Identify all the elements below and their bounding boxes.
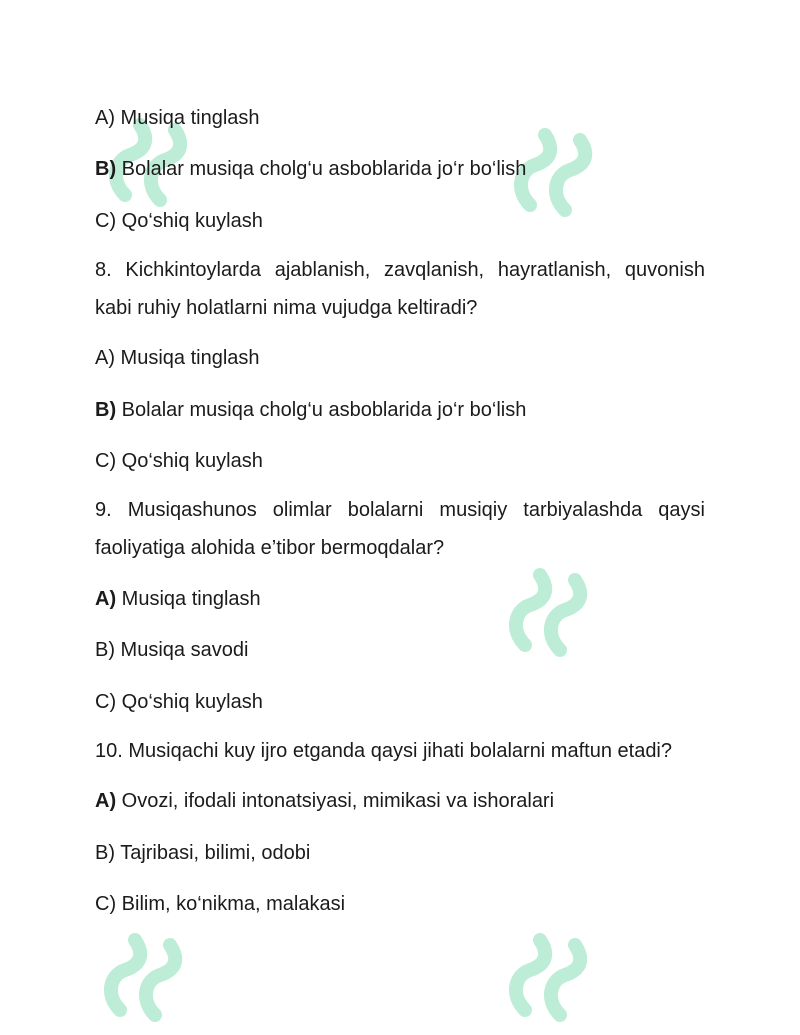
soff-logo-icon <box>100 915 190 1025</box>
question-text: 8. Kichkintoylarda ajablanish, zavqlanish, hayratlanish, quvonish kabi ruhiy holatlarni nima vujudga keltiradi? <box>95 258 705 319</box>
option-letter: A) <box>95 347 115 370</box>
question-text: 10. Musiqachi kuy ijro etganda qaysi jihati bolalarni maftun etadi? <box>95 739 673 762</box>
answer-option <box>95 384 705 436</box>
option-text: Qo‘shiq kuylash <box>116 690 263 713</box>
question-text: 9. Musiqashunos olimlar bolalarni musiqiy tarbiyalashda qaysi faoliyatiga alohida e’tibor bermoqdalar? <box>95 499 705 559</box>
answer-option <box>95 879 705 931</box>
answer-option <box>95 333 705 385</box>
option-letter: B) <box>95 841 115 864</box>
option-text: Ovozi, ifodali intonatsiyasi, mimikasi va ishoralari <box>116 790 555 813</box>
option-text: Bolalar musiqa cholg‘u asboblarida jo‘r bo‘lish <box>116 158 527 181</box>
option-text: Bolalar musiqa cholg‘u asboblarida jo‘r bo‘lish <box>116 398 527 421</box>
answer-option <box>95 92 705 144</box>
answer-option <box>95 436 705 488</box>
option-text: Bilim, ko‘nikma, malakasi <box>116 893 346 916</box>
option-letter: B) <box>95 639 115 662</box>
answer-option <box>95 625 705 677</box>
answer-option <box>95 195 705 247</box>
soff-logo-icon <box>505 915 595 1025</box>
answer-option <box>95 827 705 879</box>
answer-option <box>95 776 705 828</box>
option-letter: C) <box>95 893 117 916</box>
option-letter: B) <box>95 158 117 181</box>
option-letter: C) <box>95 209 117 232</box>
option-text: Qo‘shiq kuylash <box>116 450 263 473</box>
option-text: Tajribasi, bilimi, odobi <box>115 841 311 864</box>
option-letter: B) <box>95 398 117 421</box>
option-text: Musiqa tinglash <box>116 587 261 610</box>
option-letter: C) <box>95 690 117 713</box>
document-body <box>95 92 705 930</box>
option-text: Musiqa tinglash <box>115 106 260 129</box>
option-text: Musiqa tinglash <box>115 347 260 370</box>
answer-option <box>95 144 705 196</box>
option-text: Musiqa savodi <box>115 639 249 662</box>
option-letter: C) <box>95 450 117 473</box>
option-letter: A) <box>95 587 117 610</box>
option-letter: A) <box>95 106 115 129</box>
answer-option <box>95 573 705 625</box>
option-letter: A) <box>95 790 117 813</box>
answer-option <box>95 676 705 728</box>
option-text: Qo‘shiq kuylash <box>116 209 263 232</box>
